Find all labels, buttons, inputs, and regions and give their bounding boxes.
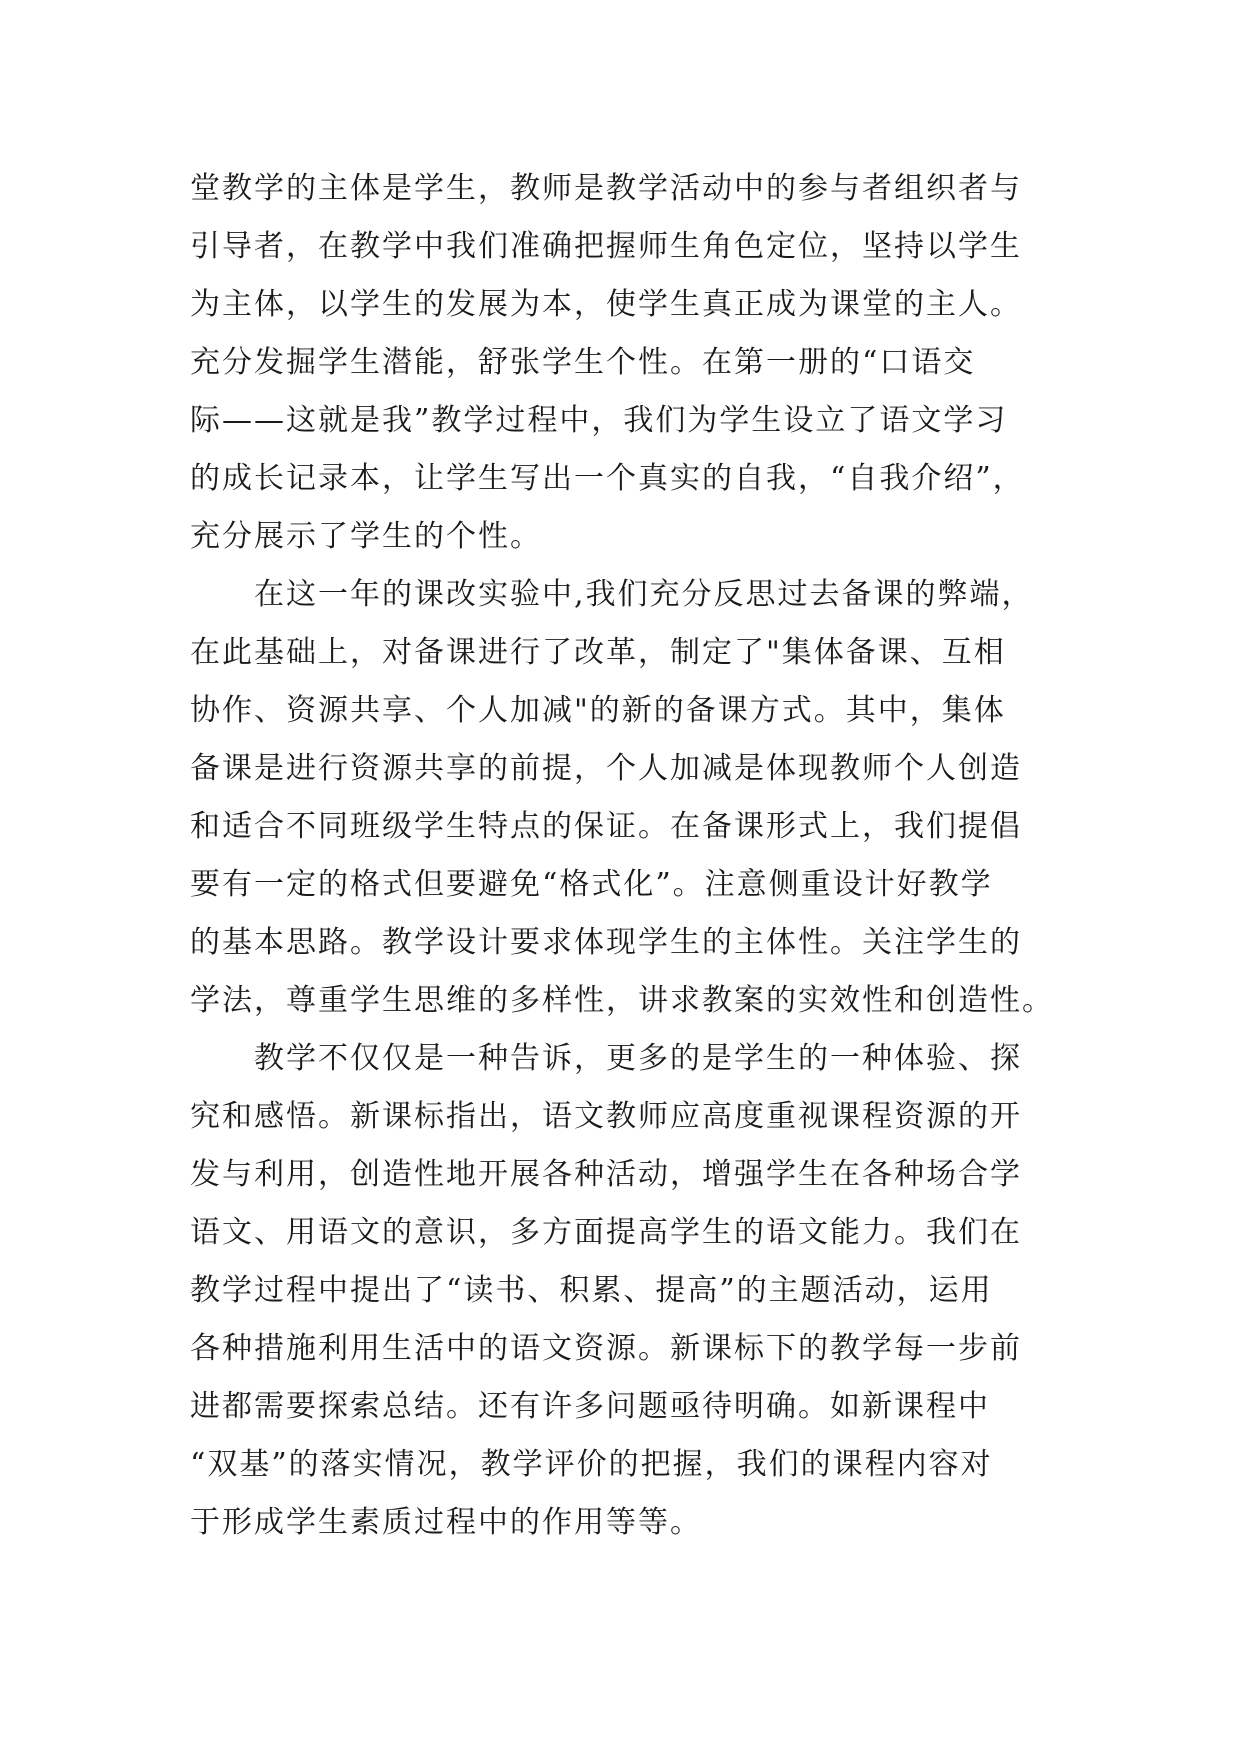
text-line: 要有一定的格式但要避免“格式化”。注意侧重设计好教学 — [190, 867, 993, 902]
text-line: 引导者，在教学中我们准确把握师生角色定位，坚持以学生 — [190, 229, 1022, 264]
text-line: 教学不仅仅是一种告诉，更多的是学生的一种体验、探 — [254, 1041, 1022, 1076]
text-line: 发与利用，创造性地开展各种活动，增强学生在各种场合学 — [190, 1157, 1022, 1192]
paragraph — [190, 566, 1070, 1030]
text-line: 各种措施利用生活中的语文资源。新课标下的教学每一步前 — [190, 1331, 1022, 1366]
text-line: 语文、用语文的意识，多方面提高学生的语文能力。我们在 — [190, 1215, 1022, 1250]
text-line: 充分发掘学生潜能，舒张学生个性。在第一册的“口语交 — [190, 345, 976, 380]
text-line: 的基本思路。教学设计要求体现学生的主体性。关注学生的 — [190, 925, 1022, 960]
text-line: 协作、资源共享、个人加减"的新的备课方式。其中，集体 — [190, 693, 1006, 728]
text-line: 充分展示了学生的个性。 — [190, 519, 542, 554]
text-line: 为主体，以学生的发展为本，使学生真正成为课堂的主人。 — [190, 287, 1022, 322]
text-line: 的成长记录本，让学生写出一个真实的自我，“自我介绍”， — [190, 461, 1025, 496]
text-line: 教学过程中提出了“读书、积累、提高”的主题活动，运用 — [190, 1273, 993, 1308]
text-line: 于形成学生素质过程中的作用等等。 — [190, 1505, 702, 1540]
text-line: 进都需要探索总结。还有许多问题亟待明确。如新课程中 — [190, 1389, 990, 1424]
text-line: 备课是进行资源共享的前提，个人加减是体现教师个人创造 — [190, 751, 1022, 786]
body-text — [190, 160, 1070, 1552]
text-line: “双基”的落实情况，教学评价的把握，我们的课程内容对 — [190, 1447, 993, 1482]
text-line: 学法，尊重学生思维的多样性，讲求教案的实效性和创造性。 — [190, 983, 1054, 1018]
text-line: 在此基础上，对备课进行了改革，制定了"集体备课、互相 — [190, 635, 1006, 670]
text-line: 堂教学的主体是学生，教师是教学活动中的参与者组织者与 — [190, 171, 1022, 206]
paragraph — [190, 160, 1070, 566]
paragraph — [190, 1030, 1070, 1552]
text-line: 际——这就是我”教学过程中，我们为学生设立了语文学习 — [190, 403, 1008, 438]
text-line: 究和感悟。新课标指出，语文教师应高度重视课程资源的开 — [190, 1099, 1022, 1134]
text-line: 在这一年的课改实验中,我们充分反思过去备课的弊端， — [254, 577, 1034, 612]
text-line: 和适合不同班级学生特点的保证。在备课形式上，我们提倡 — [190, 809, 1022, 844]
